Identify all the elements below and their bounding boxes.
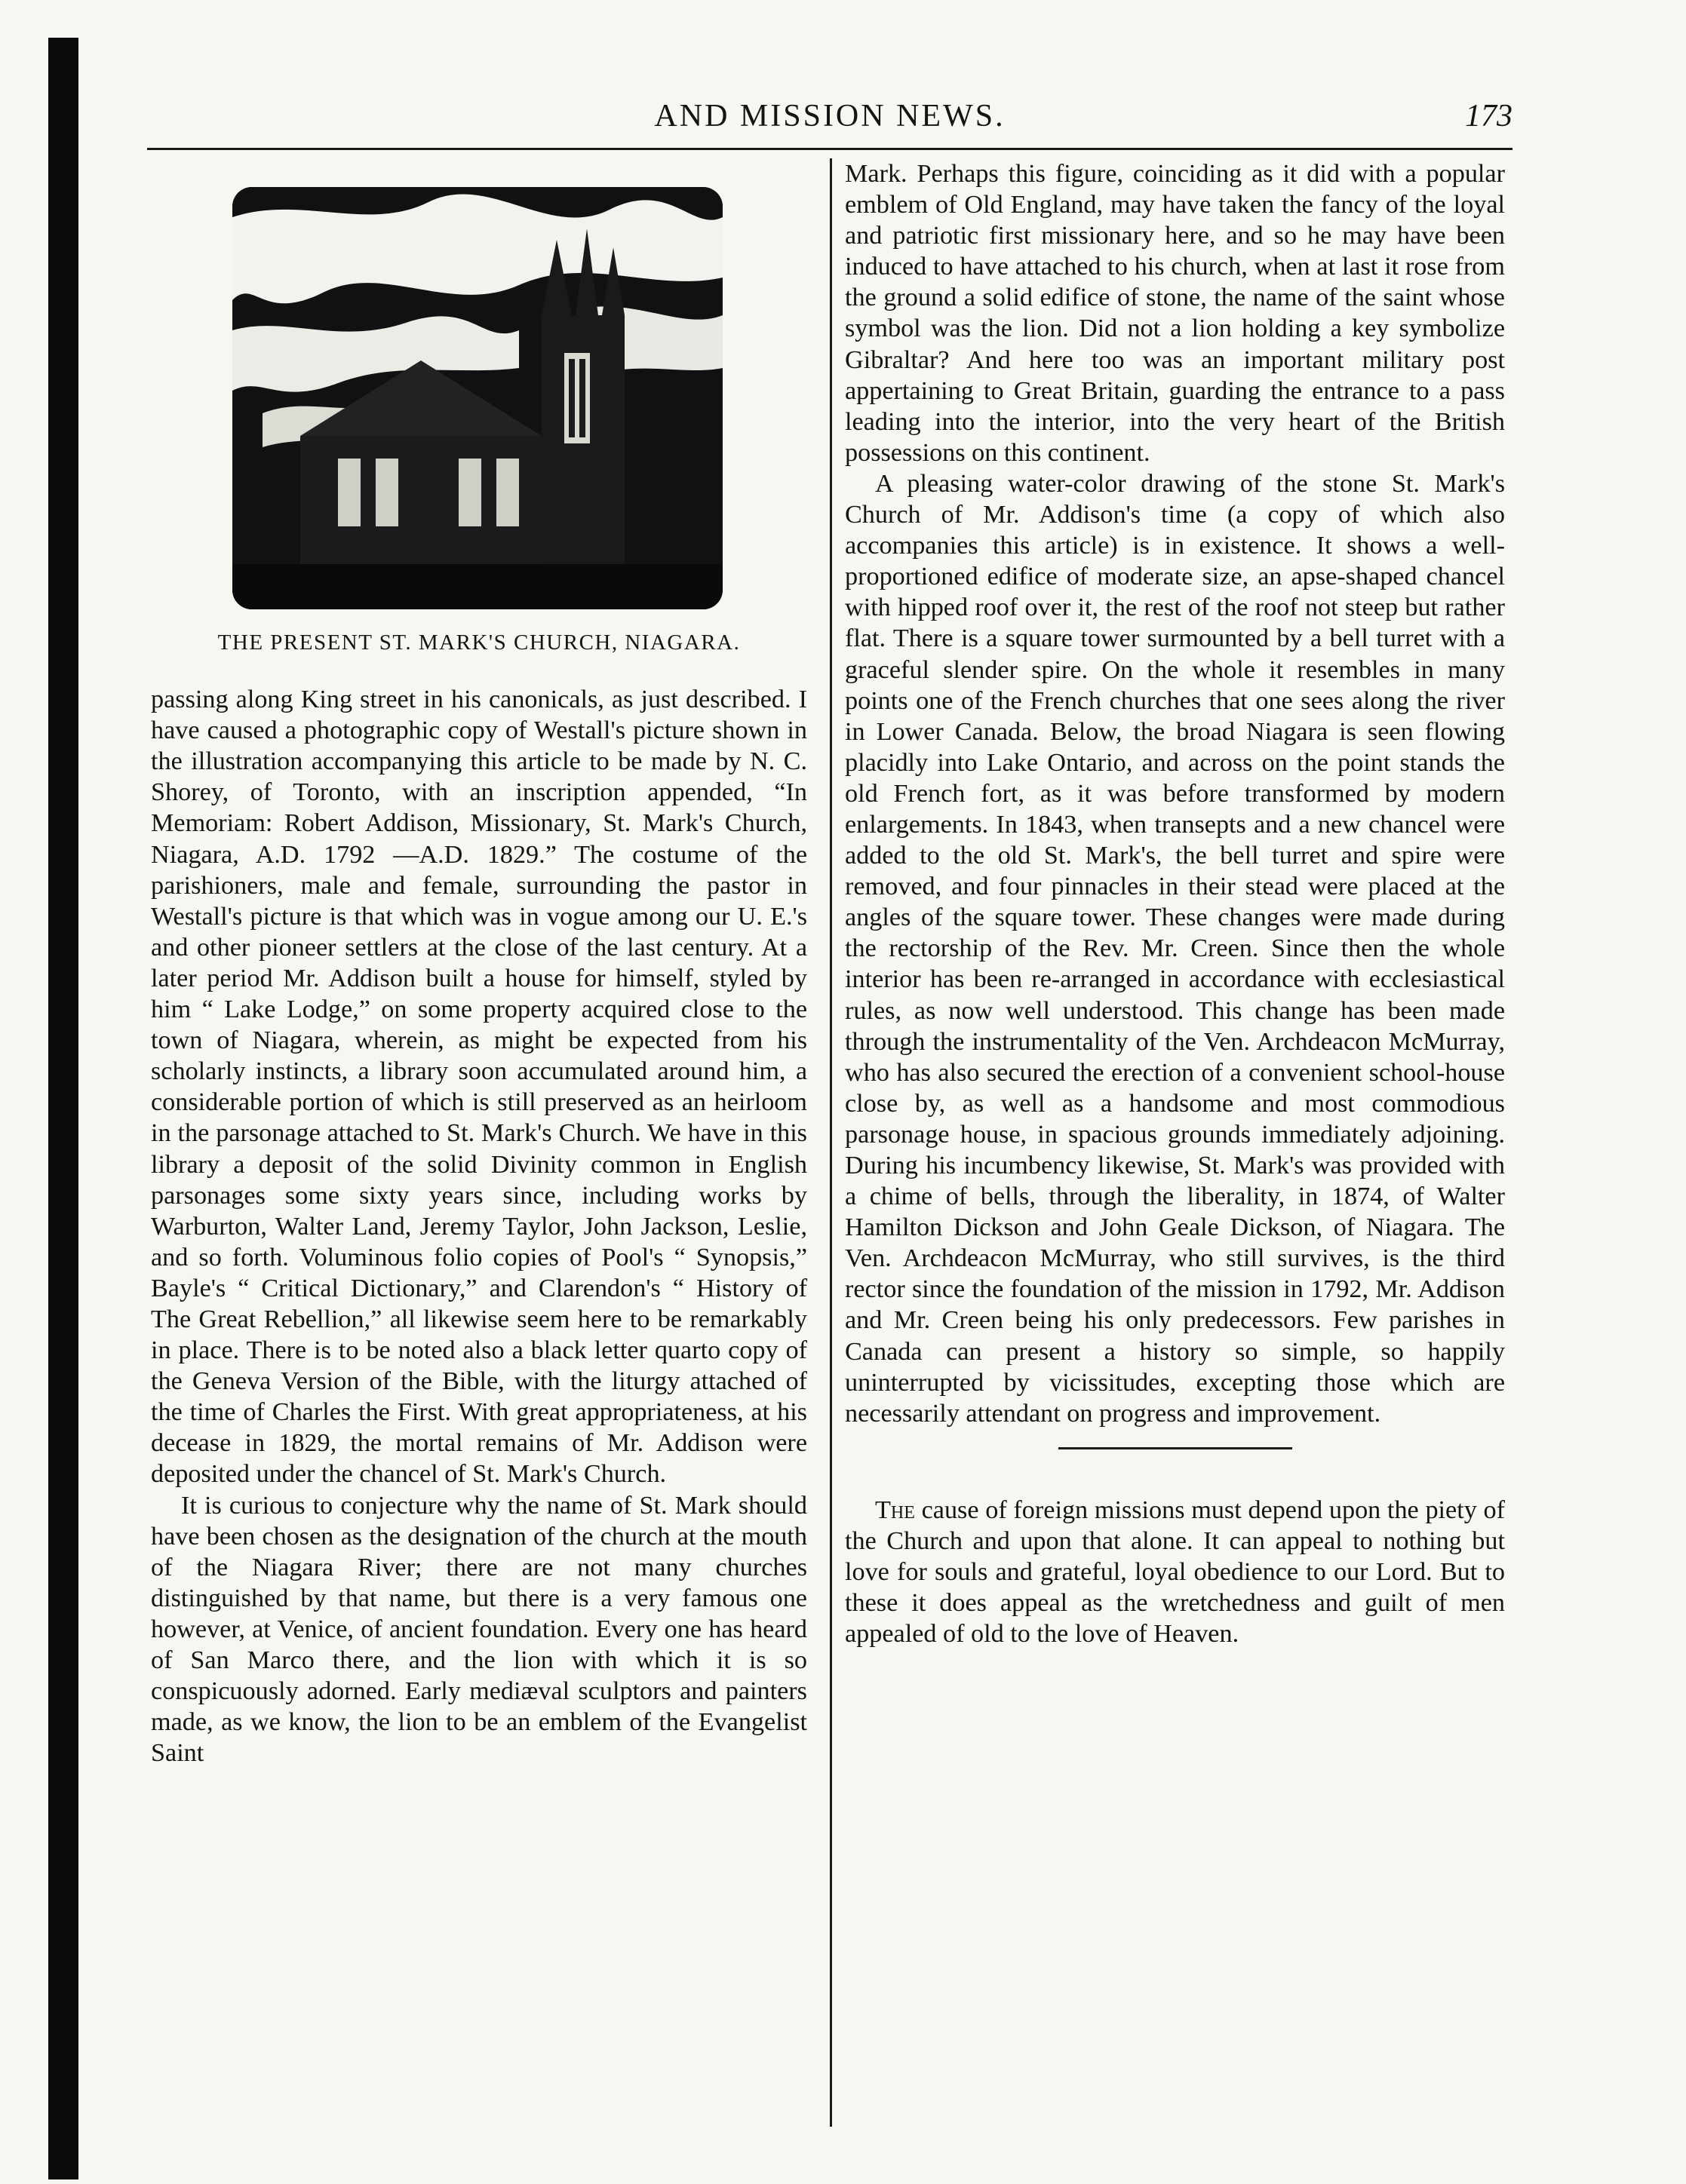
left-column bbox=[151, 158, 807, 1768]
scan-edge-bar bbox=[48, 38, 78, 2179]
right-column bbox=[845, 158, 1505, 1649]
running-header bbox=[147, 98, 1512, 143]
right-paragraph-2: A pleasing water-color drawing of the stone St. Mark's Church of Mr. Addison's time (a copy of which also accompanies this article) is in existence. It shows a well-proportioned edifice of moderate size, an apse-shaped chancel with hipped roof over it, the rest of the roof not steep but rather flat. There is a square tower surmounted by a bell turret with a graceful slender spire. On the whole it resembles in many points one of the French churches that one sees along the river in Lower Canada. Below, the broad Niagara is seen flowing placidly into Lake Ontario, and across on the point stands the old French fort, as it was before transformed by modern enlargements. In 1843, when transepts and a new chancel were added to the old St. Mark's, the bell turret and spire were removed, and four pinnacles in their stead were placed at the angles of the square tower. These changes were made during the rectorship of the Rev. Mr. Creen. Since then the whole interior has been re-arranged in accordance with ecclesiastical rules, as now well understood. This change has been made through the instrumentality of the Ven. Archdeacon McMurray, who has also secured the erection of a convenient school-house close by, as well as a handsome and most commodious parsonage house, in spacious grounds immediately adjoining. During his incumbency likewise, St. Mark's was provided with a chime of bells, through the liberality, in 1874, of Walter Hamilton Dickson and John Geale Dickson, of Niagara. The Ven. Archdeacon McMurray, who still survives, is the third rector since the foundation of the mission in 1792, Mr. Addison and Mr. Creen being his only predecessors. Few parishes in Canada can present a history so simple, so happily uninterrupted by vicissitudes, excepting those which are necessarily attendant on progress and improvement. bbox=[845, 469, 1505, 1428]
page-number: 173 bbox=[1465, 99, 1512, 133]
paragraph-lead-word: The bbox=[875, 1495, 915, 1524]
left-paragraph-1: passing along King street in his canonicals, as just described. I have caused a photographic copy of Westall's picture shown in the illustration accompanying this article to be made by N. C. Shorey, of Toronto, with an inscription appended, “In Memoriam: Robert Addison, Missionary, St. Mark's Church, Niagara, A.D. 1792 —A.D. 1829.” The costume of the parishioners, male and female, surrounding the pastor in Westall's picture is that which was in vogue among our U. E.'s and other pioneer settlers at the close of the last century. At a later period Mr. Addison built a house for himself, styled by him “ Lake Lodge,” on some property acquired close to the town of Niagara, wherein, as might be expected from his scholarly instincts, a library soon accumulated around him, a considerable portion of which is still preserved as an heirloom in the parsonage attached to St. Mark's Church. We have in this library a deposit of the solid Divinity common in English parsonages some sixty years since, including works by Warburton, Walter Land, Jeremy Taylor, John Jackson, Leslie, and so forth. Voluminous folio copies of Pool's “ Synopsis,” Bayle's “ Critical Dictionary,” and Clarendon's “ History of The Great Rebellion,” all likewise seem here to be remarkably in place. There is to be noted also a black letter quarto copy of the Geneva Version of the Bible, with the liturgy attached of the time of Charles the First. With great appropriateness, at his decease in 1829, the mortal remains of Mr. Addison were deposited under the chancel of St. Mark's Church. bbox=[151, 686, 807, 1489]
section-divider bbox=[1058, 1447, 1292, 1449]
column-divider bbox=[830, 158, 832, 2127]
figure-caption: THE PRESENT ST. MARK'S CHURCH, NIAGARA. bbox=[217, 630, 741, 655]
running-title: AND MISSION NEWS. bbox=[654, 99, 1006, 133]
header-rule bbox=[147, 148, 1512, 150]
church-illustration bbox=[232, 187, 723, 609]
right-paragraph-3 bbox=[845, 1495, 1505, 1649]
paragraph-body: cause of foreign missions must depend upon the piety of the Church and upon that alone. It can appeal to nothing but love for souls and grateful, loyal obedience to our Lord. But to these it does appeal as the wretchedness and guilt of men appealed of old to the love of Heaven. bbox=[845, 1495, 1505, 1649]
church-engraving-image bbox=[232, 187, 723, 609]
left-paragraph-2: It is curious to conjecture why the name of St. Mark should have been chosen as the designation of the church at the mouth of the Niagara River; there are not many churches distinguished by that name, but there is a very famous one however, at Venice, of ancient foundation. Every one has heard of San Marco there, and the lion with which it is so conspicuously adorned. Early mediæval sculptors and painters made, as we know, the lion to be an emblem of the Evangelist Saint bbox=[151, 1491, 807, 1768]
right-paragraph-1: Mark. Perhaps this figure, coinciding as it did with a popular emblem of Old England, may have taken the fancy of the loyal and patriotic first missionary here, and so he may have been induced to have attached to his church, when at last it rose from the ground a solid edifice of stone, the name of the saint whose symbol was the lion. Did not a lion holding a key symbolize Gibraltar? And here too was an important military post appertaining to Great Britain, guarding the entrance to a pass leading into the interior, into the very heart of the British possessions on this continent. bbox=[845, 160, 1505, 467]
